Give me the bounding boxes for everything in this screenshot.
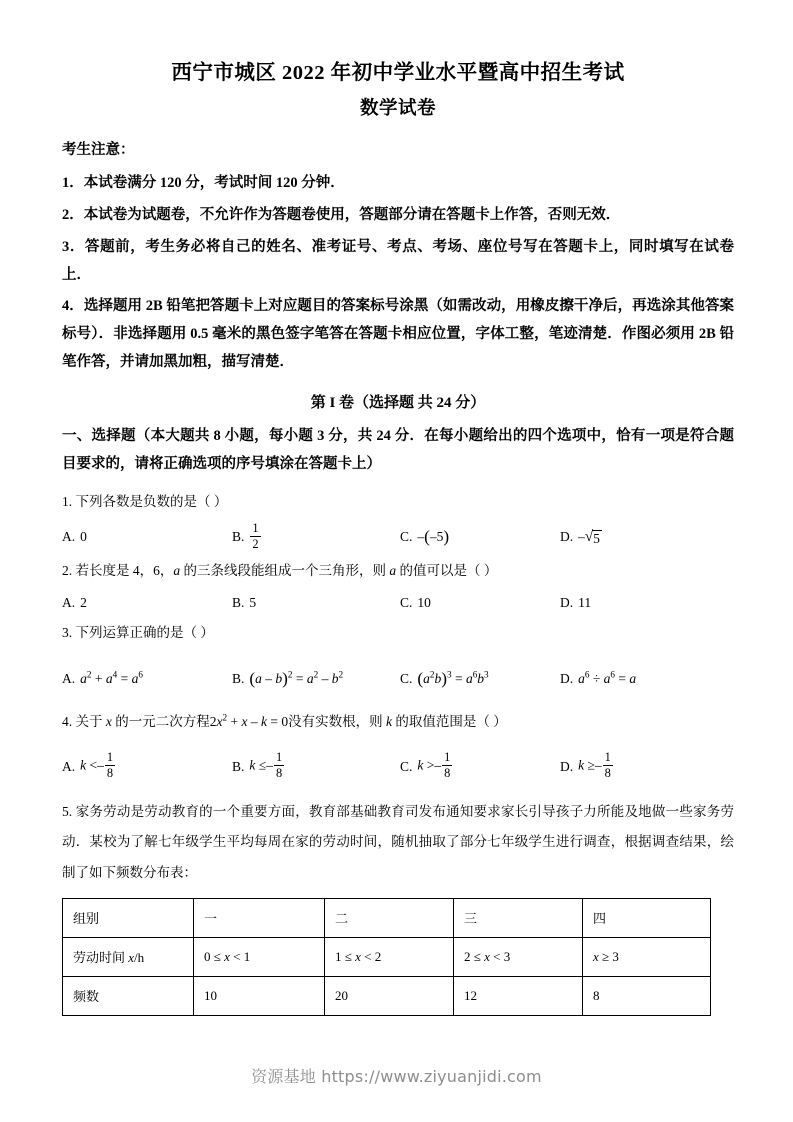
question-2-text-a: 若长度是 4，6， <box>75 562 174 578</box>
paper-section-header: 第 I 卷（选择题 共 24 分） <box>310 394 486 411</box>
question-2-stem <box>62 558 734 584</box>
option-label: A. <box>62 529 76 545</box>
option-value: k ≤– $\frac{1}{8}$ <box>249 750 283 781</box>
notice-item-1: 1．本试卷满分 120 分，考试时间 120 分钟． <box>62 175 345 192</box>
option-value: k >– $\frac{1}{8}$ <box>417 750 451 781</box>
question-4-option-c[interactable] <box>400 752 560 781</box>
question-4-var-b: k <box>385 713 392 729</box>
row-header-frequency: 频数 <box>63 976 194 1015</box>
question-5-text: 家务劳动是劳动教育的一个重要方面，教育部基础教育司发布通知要求家长引导孩子力所能及地做一些家务劳动．某校为了解七年级学生平均每周在家的劳动时间，随机抽取了部分七年级学生进行调查，根据调查结果，绘制了如下频数分布表： <box>62 803 734 880</box>
question-4-option-b[interactable] <box>232 752 400 781</box>
option-value: – √ 5 <box>578 528 600 546</box>
header-text: 劳动时间 <box>73 950 129 966</box>
question-4-text-d: 的取值范围是（ ） <box>391 713 507 729</box>
question-2-options <box>62 592 734 614</box>
option-value: 0 <box>80 529 87 545</box>
option-value: 5 <box>249 595 257 611</box>
option-value: 2 <box>80 595 87 611</box>
question-4-options <box>62 747 734 787</box>
question-3-number: 3. <box>62 625 73 641</box>
question-2-text-c: 的值可以是（ ） <box>396 562 498 578</box>
table-cell: 一 <box>194 898 325 937</box>
option-value: $a^2 + a^4 = a^6$ <box>80 669 143 686</box>
table-cell: 2 ≤ x < 3 <box>454 937 583 976</box>
row-header-group: 组别 <box>63 898 194 937</box>
table-cell: 二 <box>325 898 454 937</box>
question-3-text: 下列运算正确的是（ ） <box>75 625 214 641</box>
option-label: B. <box>232 529 245 545</box>
table-row <box>63 898 711 937</box>
question-3 <box>62 620 734 698</box>
option-value: $a^6 \div a^6 = a$ <box>578 669 637 686</box>
option-label: D. <box>560 529 574 545</box>
table-cell: 0 ≤ x < 1 <box>194 937 325 976</box>
question-1-option-c[interactable] <box>400 529 560 545</box>
question-3-option-d[interactable] <box>560 671 710 687</box>
option-relation: > <box>426 757 435 773</box>
option-value: $(a^2b)^3 = a^6b^3$ <box>417 668 489 688</box>
table-cell: 12 <box>454 976 583 1015</box>
option-value: –(–5) <box>417 527 450 547</box>
question-3-option-c[interactable] <box>400 668 560 688</box>
header-variable: x <box>128 950 135 966</box>
option-label: B. <box>232 758 245 774</box>
table-cell: 20 <box>325 976 454 1015</box>
option-variable: k <box>417 757 424 773</box>
option-variable: k <box>249 757 256 773</box>
option-label: C. <box>400 758 413 774</box>
question-3-stem <box>62 620 734 646</box>
question-2-option-b[interactable] <box>232 595 400 611</box>
option-relation: < <box>89 757 98 773</box>
option-variable: k <box>578 757 585 773</box>
option-label: A. <box>62 758 76 774</box>
option-label: C. <box>400 595 413 611</box>
option-label: D. <box>560 670 574 686</box>
option-label: C. <box>400 529 413 545</box>
notice-heading: 考生注意： <box>62 142 135 159</box>
option-label: A. <box>62 670 76 686</box>
option-value: k <– $\frac{1}{8}$ <box>80 750 114 781</box>
question-2 <box>62 558 734 614</box>
question-1-option-b[interactable] <box>232 520 400 552</box>
question-2-option-d[interactable] <box>560 595 710 611</box>
question-1-option-d[interactable] <box>560 529 710 546</box>
question-5 <box>62 797 734 1016</box>
question-4-equation: $2x^2 + x - k = 0$ <box>209 712 289 729</box>
question-2-text-b: 的三条线段能组成一个三角形，则 <box>180 562 390 578</box>
option-value: 10 <box>417 595 431 611</box>
question-4-text-c: 没有实数根，则 <box>288 713 386 729</box>
option-relation: ≤ <box>258 757 267 773</box>
table-cell: 三 <box>454 898 583 937</box>
header-unit: /h <box>134 950 145 966</box>
page-content <box>62 58 734 1018</box>
question-1-option-a[interactable] <box>62 529 232 545</box>
question-4-option-d[interactable] <box>560 752 710 781</box>
table-cell: x ≥ 3 <box>583 937 711 976</box>
notice-item-3: 3．答题前，考生务必将自己的姓名、准考证号、考点、考场、座位号写在答题卡上，同时填写在试卷上． <box>62 238 734 283</box>
question-4 <box>62 709 734 787</box>
option-value: $\frac{1}{2}$ <box>252 520 259 551</box>
frequency-distribution-table <box>62 898 711 1016</box>
table-cell: 8 <box>583 976 711 1015</box>
page-subtitle: 数学试卷 <box>359 98 436 119</box>
question-2-number: 2. <box>62 562 73 578</box>
question-5-stem <box>62 797 734 888</box>
option-label: D. <box>560 595 574 611</box>
option-label: B. <box>232 595 245 611</box>
question-2-option-a[interactable] <box>62 595 232 611</box>
option-label: A. <box>62 595 76 611</box>
option-label: C. <box>400 670 413 686</box>
option-variable: k <box>80 757 87 773</box>
question-2-var-a: a <box>173 562 181 578</box>
question-3-options <box>62 659 734 699</box>
question-5-number: 5. <box>62 803 73 819</box>
option-label: B. <box>232 670 245 686</box>
notice-item-4: 4．选择题用 2B 铅笔把答题卡上对应题目的答案标号涂黑（如需改动，用橡皮擦干净后，再选涂其他答案标号）．非选择题用 0.5 毫米的黑色签字笔答在答题卡相应位置，字体工整，笔迹清楚．作图必须用 2B 铅笔作答，并请加黑加粗，描写清楚． <box>62 298 734 371</box>
question-4-var-a: x <box>105 713 112 729</box>
row-header-time <box>63 937 194 976</box>
table-cell: 10 <box>194 976 325 1015</box>
question-1-options <box>62 520 734 552</box>
table-cell: 四 <box>583 898 711 937</box>
watermark: 资源基地 https://www.ziyuanjidi.com <box>251 1067 542 1086</box>
question-4-number: 4. <box>62 713 73 729</box>
question-3-option-a[interactable] <box>62 671 232 687</box>
question-3-option-b[interactable] <box>232 668 400 688</box>
notice-item-2: 2．本试卷为试题卷，不允许作为答题卷使用，答题部分请在答题卡上作答，否则无效． <box>62 206 621 223</box>
question-1-text: 下列各数是负数的是（ ） <box>75 493 228 509</box>
option-relation: ≥ <box>587 757 595 773</box>
question-1-number: 1. <box>62 493 73 509</box>
table-row <box>63 937 711 976</box>
question-4-option-a[interactable] <box>62 752 232 781</box>
question-2-option-c[interactable] <box>400 595 560 611</box>
question-1 <box>62 489 734 552</box>
question-4-text-a: 关于 <box>75 713 106 729</box>
section-intro: 一、选择题（本大题共 8 小题，每小题 3 分，共 24 分．在每小题给出的四个选项中，恰有一项是符合题目要求的，请将正确选项的序号填涂在答题卡上） <box>62 427 734 472</box>
option-value: $(a - b)^2 = a^2 - b^2$ <box>249 668 344 688</box>
page-title: 西宁市城区 2022 年初中学业水平暨高中招生考试 <box>171 62 625 84</box>
table-cell: 1 ≤ x < 2 <box>325 937 454 976</box>
option-value: k ≥– $\frac{1}{8}$ <box>578 750 611 781</box>
table-row <box>63 976 711 1015</box>
option-value: 11 <box>578 595 592 611</box>
question-4-text-b: 的一元二次方程 <box>111 713 210 729</box>
question-1-stem <box>62 489 734 515</box>
option-label: D. <box>560 758 574 774</box>
question-4-stem <box>62 709 734 735</box>
question-2-var-b: a <box>389 562 397 578</box>
